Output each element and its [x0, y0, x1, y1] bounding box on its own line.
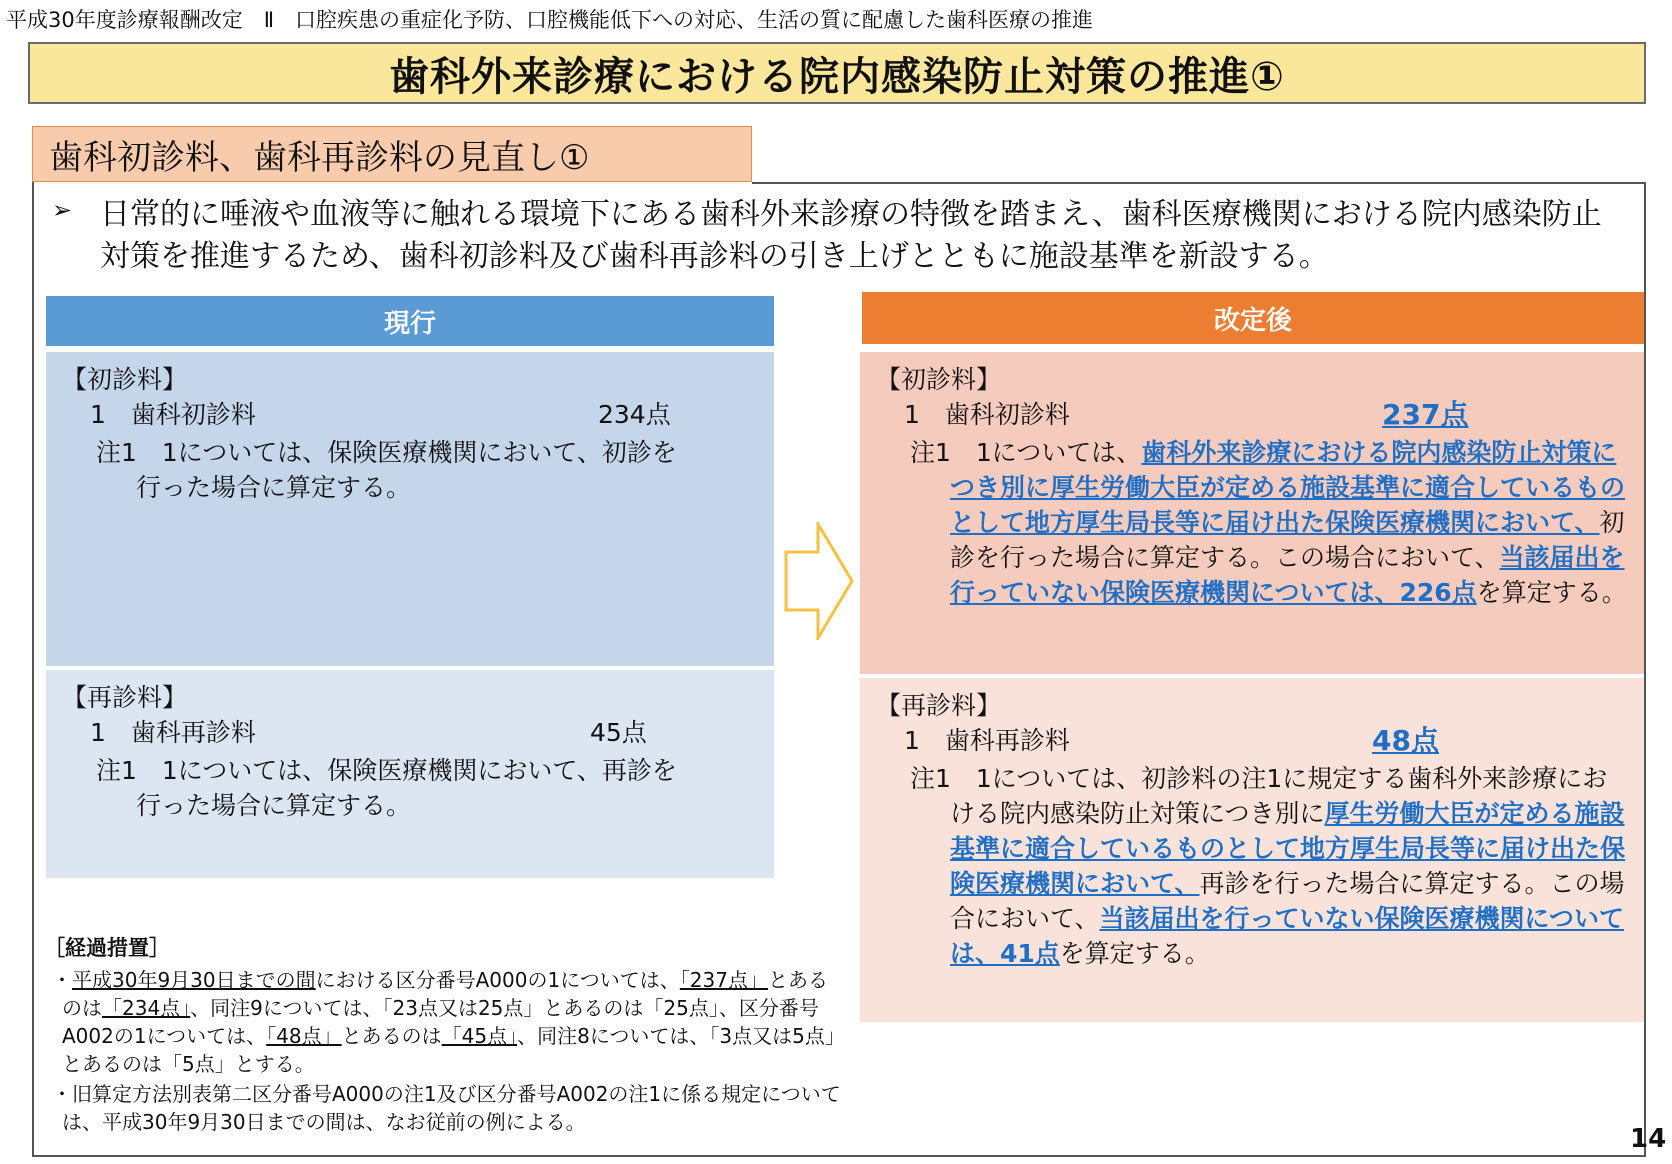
item-points: 45点: [590, 718, 647, 747]
note-highlight-1: 厚生労働大臣が定める施設基準に適合しているものとして地方厚生局長等に届け出た保険医療機関において、: [950, 799, 1626, 898]
page-number: 14: [1630, 1124, 1667, 1154]
current-initial-note-line2: 行った場合に算定する。: [136, 473, 412, 502]
current-revisit-note-line1: 注1 1については、保険医療機関において、再診を: [96, 756, 677, 785]
text: とあるのは: [62, 968, 828, 1020]
text: における区分番号A000の1については、: [315, 968, 680, 992]
revised-initial-item: [904, 397, 1630, 435]
frame-top-border: [752, 182, 1646, 184]
revised-column-header: 改定後: [862, 292, 1644, 344]
current-initial-fee-box: [46, 352, 774, 666]
intro-text: 日常的に唾液や血液等に触れる環境下にある歯科外来診療の特徴を踏まえ、歯科医療機関における院内感染防止対策を推進するため、歯科初診料及び歯科再診料の引き上げとともに施設基準を新設する。: [100, 197, 1602, 274]
ul-text: 「234点」: [102, 996, 191, 1020]
note-prefix: 注1 1については、初診料の注1に規定する歯科外来診療における院内感染防止対策につき別に: [910, 764, 1608, 828]
note-end: を算定する。: [1476, 578, 1627, 607]
page-title: 歯科外来診療における院内感染防止対策の推進①: [28, 42, 1646, 104]
breadcrumb-header: 平成30年度診療報酬改定 Ⅱ 口腔疾患の重症化予防、口腔機能低下への対応、生活の質に配慮した歯科医療の推進: [6, 8, 1094, 32]
revised-revisit-note: [910, 761, 1630, 971]
bullet-dot: ・: [52, 968, 72, 992]
revised-revisit-item: [904, 723, 1630, 761]
item-label: 1 歯科初診料: [90, 400, 256, 429]
note-highlight-2: 当該届出を行っていない保険医療機関については、41点: [950, 904, 1625, 968]
note-middle: 初診を行った場合に算定する。この場合において、: [950, 508, 1625, 572]
revised-initial-note: [910, 435, 1630, 610]
note-prefix: 注1 1については、: [910, 438, 1142, 467]
item-label: 1 歯科再診料: [90, 718, 256, 747]
text: とあるのは: [341, 1024, 442, 1048]
text: 、同注8については、「3点又は5点」とあるのは「5点」とする。: [62, 1024, 835, 1076]
revised-initial-fee-box: [860, 352, 1644, 674]
current-column-header: 現行: [46, 296, 774, 346]
section-subtitle: 歯科初診料、歯科再診料の見直し①: [32, 126, 752, 182]
item-points: 237点: [1382, 398, 1469, 431]
current-revisit-heading: 【再診料】: [62, 683, 188, 712]
item-points: 234点: [598, 400, 671, 429]
current-revisit-note-line2: 行った場合に算定する。: [136, 791, 412, 820]
transitional-item-2: ・旧算定方法別表第二区分番号A000の注1及び区分番号A002の注1に係る規定については、平成30年9月30日までの間は、なお従前の例による。: [52, 1082, 841, 1134]
current-revisit-fee-box: [46, 670, 774, 878]
right-arrow-icon: [784, 522, 854, 640]
transitional-title: ［経過措置］: [44, 936, 170, 960]
ul-text: 「48点」: [266, 1024, 342, 1048]
transitional-list: [52, 966, 842, 1138]
current-initial-heading: 【初診料】: [62, 365, 188, 394]
note-highlight-1: 歯科外来診療における院内感染防止対策につき別に厚生労働大臣が定める施設基準に適合しているものとして地方厚生局長等に届け出た保険医療機関において、: [950, 438, 1626, 537]
item-points: 48点: [1372, 724, 1439, 757]
current-initial-note-line1: 注1 1については、保険医療機関において、初診を: [96, 438, 677, 467]
note-end: を算定する。: [1059, 939, 1210, 968]
ul-text: 平成30年9月30日までの間: [72, 968, 316, 992]
transitional-item-1: [52, 966, 842, 1078]
revised-revisit-fee-box: [860, 678, 1644, 1022]
ul-text: 「45点」: [441, 1024, 518, 1048]
revised-initial-heading: 【初診料】: [876, 365, 1002, 394]
note-middle: 再診を行った場合に算定する。この場合において、: [950, 869, 1625, 933]
item-label: 1 歯科初診料: [904, 400, 1070, 429]
bullet-icon: ➢: [52, 196, 73, 224]
current-initial-item: [90, 397, 760, 435]
note-highlight-2: 当該届出を行っていない保険医療機関については、226点: [950, 543, 1625, 607]
text: 、同注9については、「23点又は25点」とあるのは「25点」、区分番号A002の1については、: [62, 996, 819, 1048]
revised-revisit-heading: 【再診料】: [876, 691, 1002, 720]
current-revisit-item: [90, 715, 760, 753]
item-label: 1 歯科再診料: [904, 726, 1070, 755]
ul-text: 「237点」: [679, 968, 768, 992]
